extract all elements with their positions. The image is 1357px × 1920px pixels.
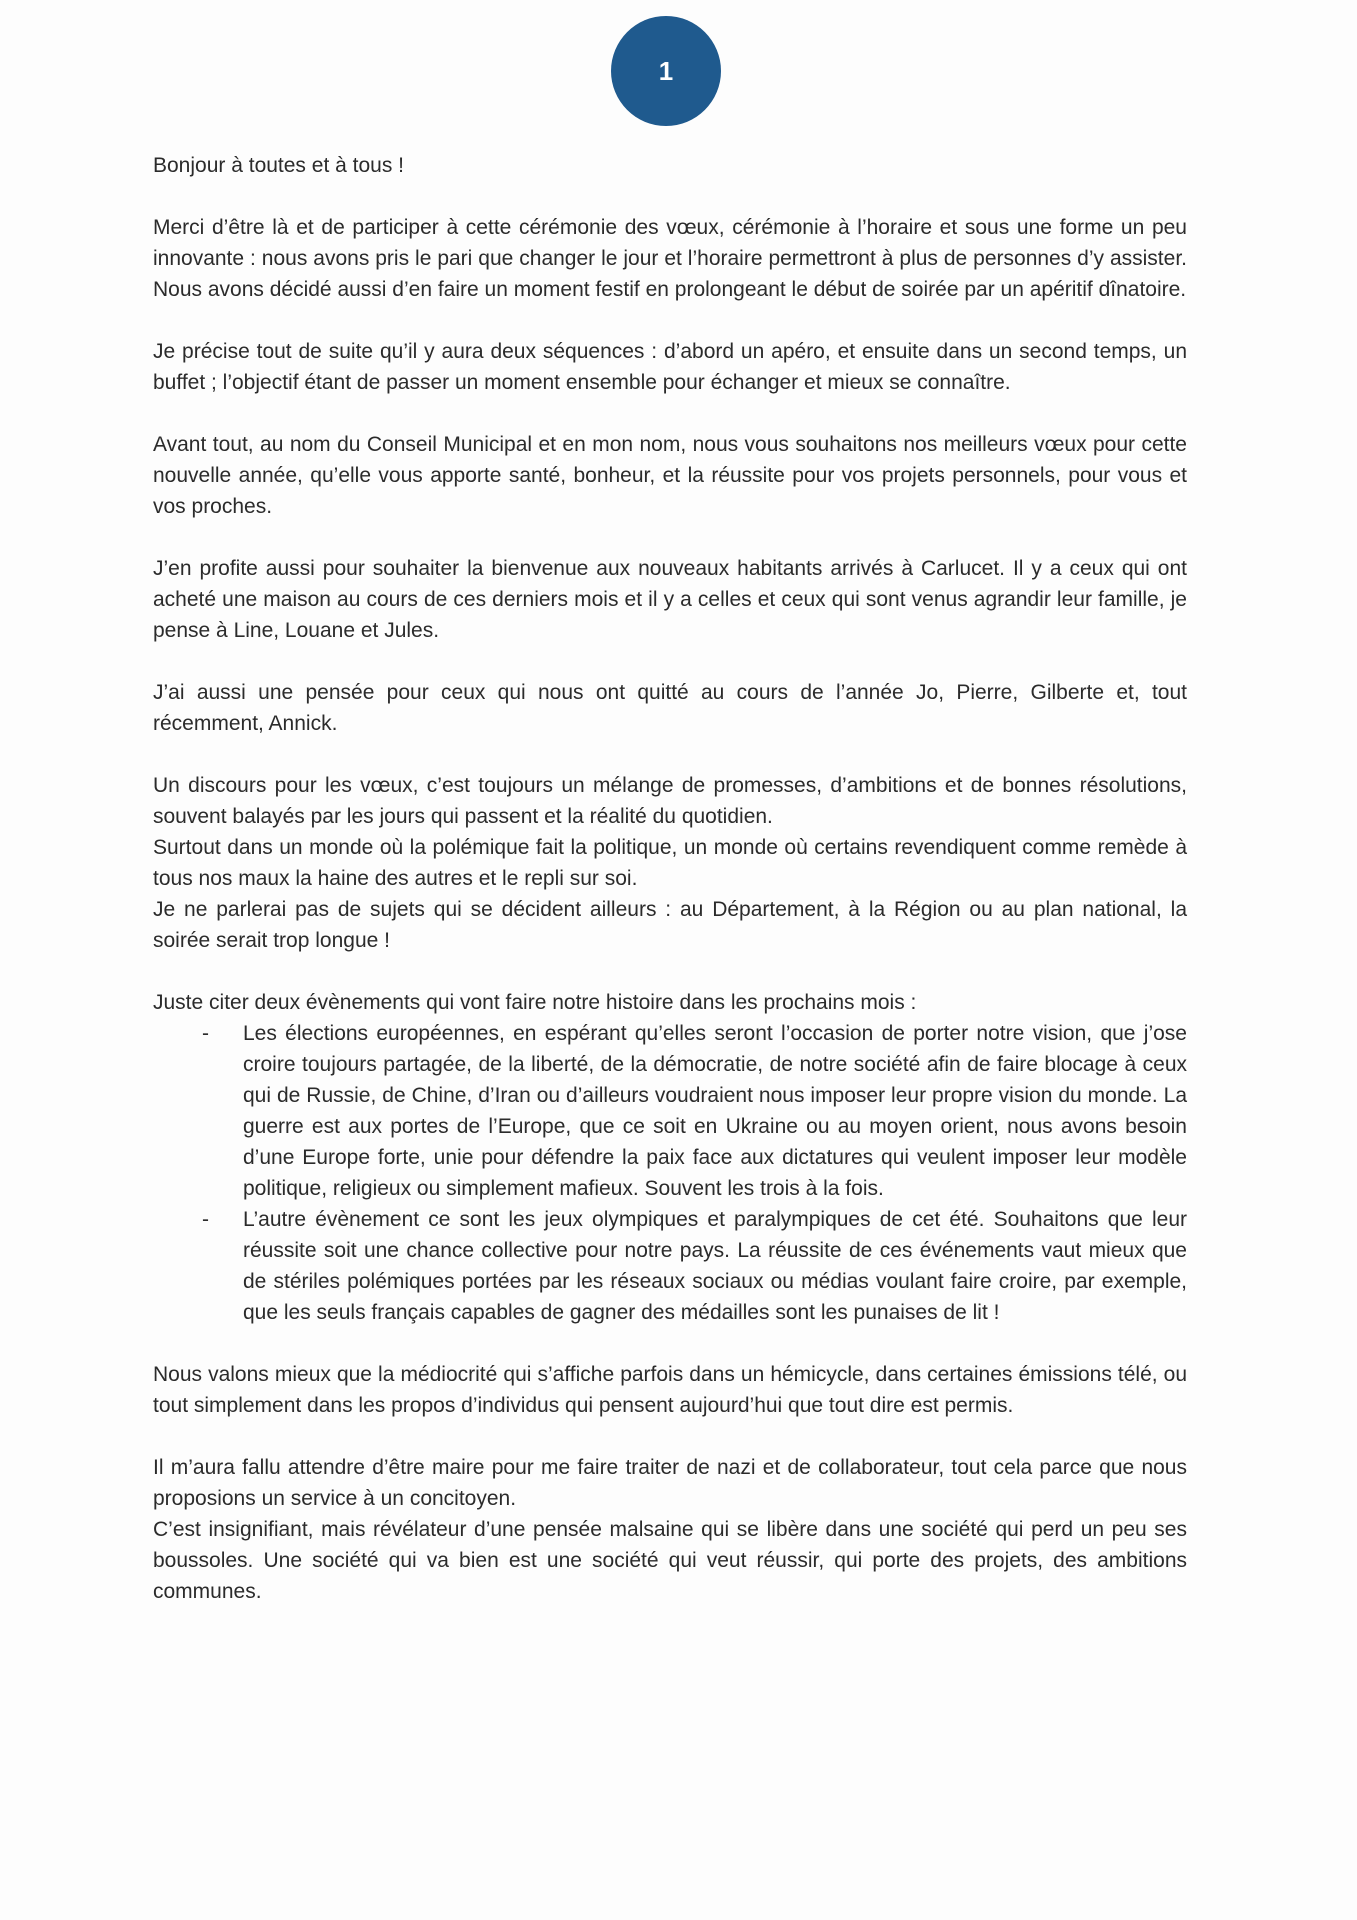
speech-text <box>153 150 1187 1638</box>
bullet-dash: - <box>202 1208 209 1231</box>
paragraph-national: Je ne parlerai pas de sujets qui se décident ailleurs : au Département, à la Région ou au plan national, la soirée serait trop longue ! <box>153 898 1187 952</box>
paragraph-sequences: Je précise tout de suite qu’il y aura deux séquences : d’abord un apéro, et ensuite dans un second temps, un buffet ; l’objectif étant de passer un moment ensemble pour échanger et mieux se connaître. <box>153 340 1187 394</box>
paragraph-insult: Il m’aura fallu attendre d’être maire pour me faire traiter de nazi et de collaborateur, tout cela parce que nous proposions un service à un concitoyen. <box>153 1456 1187 1510</box>
paragraph-ceremony: Merci d’être là et de participer à cette cérémonie des vœux, cérémonie à l’horaire et sous une forme un peu innovante : nous avons pris le pari que changer le jour et l’horaire permettront à plus de personnes d’y assister. Nous avons décidé aussi d’en faire un moment festif en prolongeant le début de soirée par un apéritif dînatoire. <box>153 216 1187 301</box>
page-number: 1 <box>658 55 674 86</box>
greeting-paragraph: Bonjour à toutes et à tous ! <box>153 154 404 177</box>
list-item-text: Les élections européennes, en espérant qu’elles seront l’occasion de porter notre vision, que j’ose croire toujours partagée, de la liberté, de la démocratie, de notre société afin de faire blocage à ceux qui de Russie, de Chine, d’Iran ou d’ailleurs voudraient nous imposer leur propre vision du monde. La guerre est aux portes de l’Europe, que ce soit en Ukraine ou au moyen orient, nous avons besoin d’une Europe forte, unie pour défendre la paix face aux dictatures qui veulent imposer leur modèle politique, religieux ou simplement mafieux. Souvent les trois à la fois. <box>243 1022 1187 1200</box>
paragraph-mediocrity: Nous valons mieux que la médiocrité qui s’affiche parfois dans un hémicycle, dans certaines émissions télé, ou tout simplement dans les propos d’individus qui pensent aujourd’hui que tout dire est permis. <box>153 1363 1187 1417</box>
paragraph-society: C’est insignifiant, mais révélateur d’une pensée malsaine qui se libère dans une société qui perd un peu ses boussoles. Une société qui va bien est une société qui veut réussir, qui porte des projets, des ambitions communes. <box>153 1518 1187 1603</box>
list-item-text: L’autre évènement ce sont les jeux olympiques et paralympiques de cet été. Souhaitons que leur réussite soit une chance collective pour notre pays. La réussite de ces événements vaut mieux que de stériles polémiques portées par les réseaux sociaux ou médias voulant faire croire, par exemple, que les seuls français capables de gagner des médailles sont les punaises de lit ! <box>243 1208 1187 1324</box>
paragraph-wishes: Avant tout, au nom du Conseil Municipal et en mon nom, nous vous souhaitons nos meilleurs vœux pour cette nouvelle année, qu’elle vous apporte santé, bonheur, et la réussite pour vos projets personnels, pour vous et vos proches. <box>153 433 1187 518</box>
list-item <box>153 1018 1187 1204</box>
paragraph-speech-nature: Un discours pour les vœux, c’est toujours un mélange de promesses, d’ambitions et de bonnes résolutions, souvent balayés par les jours qui passent et la réalité du quotidien. <box>153 774 1187 828</box>
paragraph-events-intro: Juste citer deux évènements qui vont faire notre histoire dans les prochains mois : <box>153 991 917 1014</box>
bullet-dash: - <box>202 1022 209 1045</box>
paragraph-tribute: J’ai aussi une pensée pour ceux qui nous ont quitté au cours de l’année Jo, Pierre, Gilberte et, tout récemment, Annick. <box>153 681 1187 735</box>
list-item <box>153 1204 1187 1328</box>
paragraph-polemic: Surtout dans un monde où la polémique fait la politique, un monde où certains revendiquent comme remède à tous nos maux la haine des autres et le repli sur soi. <box>153 836 1187 890</box>
paragraph-welcome: J’en profite aussi pour souhaiter la bienvenue aux nouveaux habitants arrivés à Carlucet. Il y a ceux qui ont acheté une maison au cours de ces derniers mois et il y a celles et ceux qui sont venus agrandir leur famille, je pense à Line, Louane et Jules. <box>153 557 1187 642</box>
page-number-badge <box>611 16 721 126</box>
events-list <box>153 1018 1187 1328</box>
